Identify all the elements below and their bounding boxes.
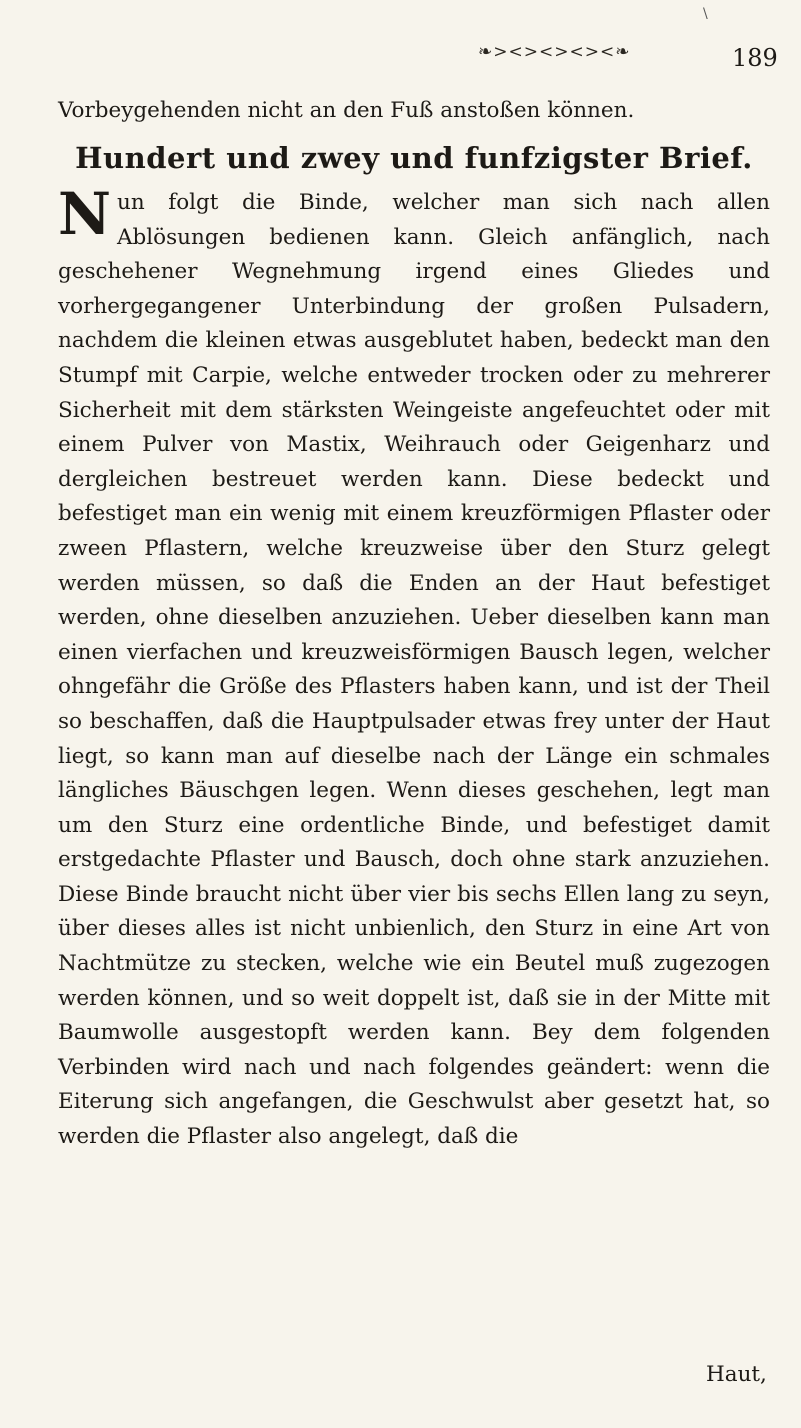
drop-cap: N: [58, 180, 112, 248]
carry-over-text: Vorbeygehenden nicht an den Fuß anstoßen können.: [58, 98, 635, 123]
header-ornament: ❧><><><><❧: [478, 42, 631, 62]
page-header: [0, 6, 801, 96]
letter-heading: Hundert und zwey und funfzigster Brief.: [75, 141, 753, 175]
catchword: Haut,: [706, 1362, 767, 1387]
letter-body-text: un folgt die Binde, welcher man sich nach allen Ablösungen bedienen kann. Gleich anfänglich, nach geschehener Wegnehmung irgend eines Gliedes und vorhergegangener Unterbindung der großen Pulsadern, nachdem die kleinen etwas ausgeblutet haben, bedeckt man den Stumpf mit Carpie, welche entweder trocken oder zu mehrerer Sicherheit mit dem stärksten Weingeiste angefeuchtet oder mit einem Pulver von Mastix, Weihrauch oder Geigenharz und dergleichen bestreuet werden kann. Diese bedeckt und befestiget man ein wenig mit einem kreuzförmigen Pflaster oder zween Pflastern, welche kreuzweise über den Sturz gelegt werden müssen, so daß die Enden an der Haut befestiget werden, ohne dieselben anzuziehen. Ueber dieselben kann man einen vierfachen und kreuzweisförmigen Bausch legen, welcher ohngefähr die Größe des Pflasters haben kann, und ist der Theil so beschaffen, daß die Hauptpulsader etwas frey unter der Haut liegt, so kann man auf dieselbe nach der Länge ein schmales längliches Bäuschgen legen. Wenn dieses geschehen, legt man um den Sturz eine ordentliche Binde, und befestiget damit erstgedachte Pflaster und Bausch, doch ohne stark anzuziehen. Diese Binde braucht nicht über vier bis sechs Ellen lang zu seyn, über dieses alles ist nicht unbienlich, den Sturz in eine Art von Nachtmütze zu stecken, welche wie ein Beutel muß zugezogen werden können, und so weit doppelt ist, daß sie in der Mitte mit Baumwolle ausgestopft werden kann. Bey dem folgenden Verbinden wird nach und nach folgendes geändert: wenn die Eiterung sich angefangen, die Geschwulst aber gesetzt hat, so werden die Pflaster also angelegt, daß die: [58, 190, 770, 1150]
text-block: [58, 96, 770, 1155]
letter-body: [58, 180, 770, 1155]
margin-mark: \: [703, 6, 708, 22]
page-number: 189: [732, 44, 778, 72]
